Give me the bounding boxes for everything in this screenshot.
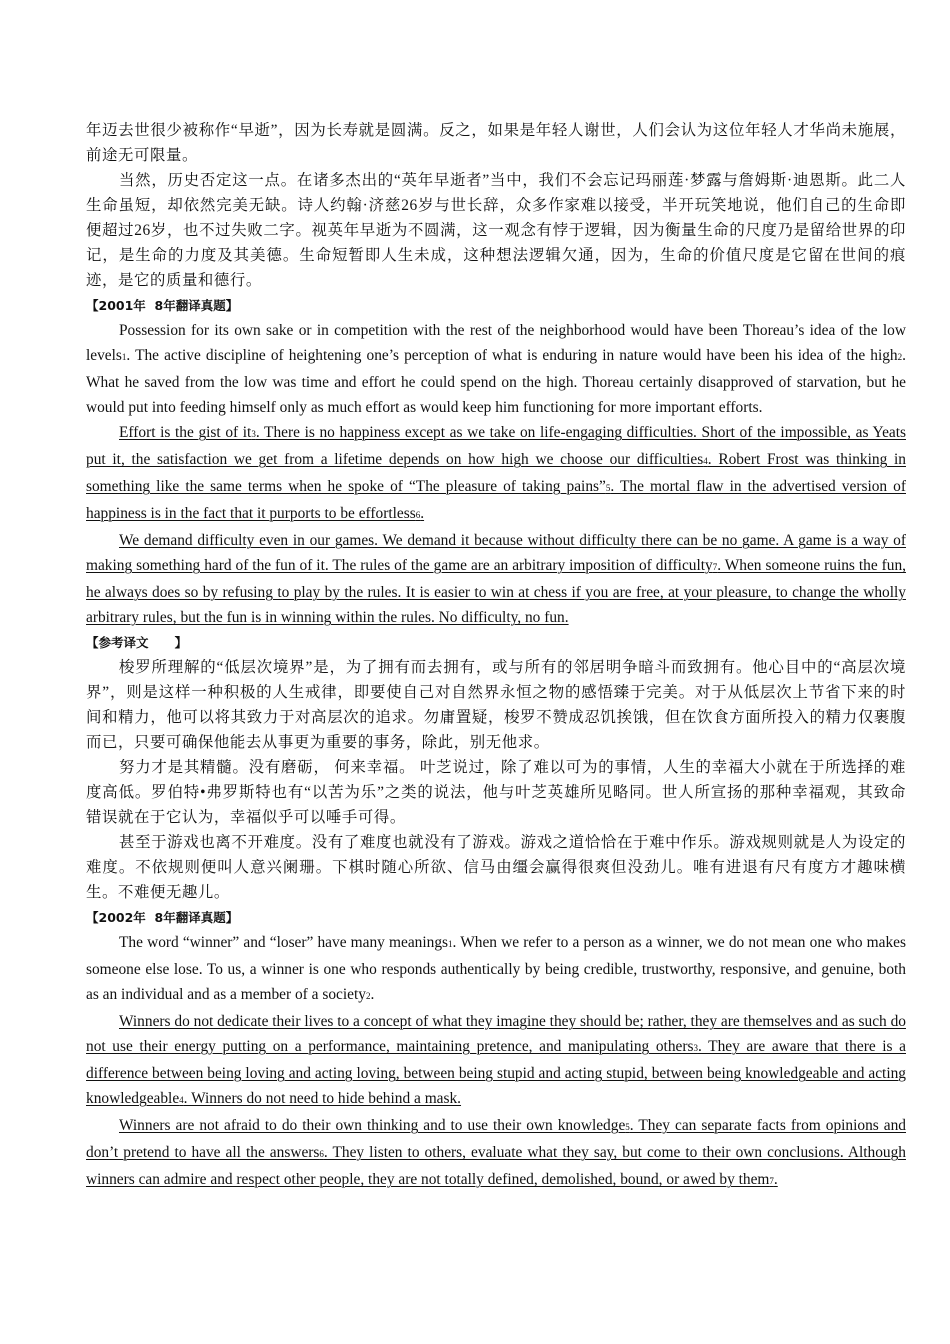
paragraph-zh-translation-2: 努力才是其精髓。没有磨砺， 何来幸福。 叶芝说过，除了难以可为的事情，人生的幸福大小就在于所选择的难度高低。罗伯特•弗罗斯特也有“以苦为乐”之类的说法，他与叶芝英雄所见略同。世人所宣扬的那种幸福观，其致命错误就在于它认为，幸福似乎可以唾手可得。 (86, 759, 906, 826)
text-segment: . When we refer to a person as a winner, we do not mean one who makes someone else lose. To us, a winner is one who responds authentically by being credible, trustworthy, responsive, and genuine, both as an individual and as a member of a society (86, 934, 906, 1003)
underlined-segment: . When someone ruins the fun, he always does so by refusing to play by the rules. It is easier to win at chess if you are free, at your pleasure, to change the wholly arbitrary rules, but the fun is in winning within the rules. No difficulty, no fun. (86, 557, 906, 626)
paragraph-en-winners-thinking (86, 1113, 906, 1194)
document-page (86, 118, 906, 1194)
text-segment: . The active discipline of heightening one’s perception of what is enduring in nature would have been his idea of the high (126, 347, 898, 364)
footnote-marker: 3 (693, 1043, 698, 1053)
underlined-segment: . (420, 505, 425, 522)
footnote-marker: 2 (897, 352, 903, 362)
footnote-marker: 6 (319, 1149, 324, 1159)
underlined-segment: . They can separate facts from opinions and don’t pretend to have all the answers (86, 1117, 906, 1161)
text-segment: Possession for its own sake or in competition with the rest of the neighborhood would have been Thoreau’s idea of the low levels (86, 322, 906, 364)
underlined-segment: . They are aware that there is a difference between being loving and acting loving, between being stupid and acting stupid, between being knowledgeable and acting knowledgeable (86, 1038, 906, 1107)
underlined-segment: Effort is the gist of it (119, 424, 252, 441)
underlined-segment: . There is no happiness except as we take on life-engaging difficulties. Short of the impossible, as Yeats put it, the satisfaction we get from a lifetime depends on how high we choose our difficulties (86, 424, 906, 468)
section-header-2002: 【2002年 8年翻译真题】 (86, 910, 239, 925)
footnote-marker: 6 (415, 510, 421, 520)
section-header-2001: 【2001年 8年翻译真题】 (86, 298, 239, 313)
underlined-segment: . Winners do not need to hide behind a mask. (183, 1090, 462, 1107)
footnote-marker: 4 (703, 456, 708, 466)
text-segment: The word “winner” and “loser” have many meanings (119, 934, 449, 951)
underlined-segment: We demand difficulty even in our games. We demand it because without difficulty there can be no game. A game is a way of making something hard of the fun of it. The rules of the game are an arbitrary imposition of difficulty (86, 532, 906, 574)
text-segment: . What he saved from the low was time and effort he could spend on the high. Thoreau certainly disapproved of starvation, but he would put into feeding himself only as much effort as would keep him functioning for more important efforts. (86, 347, 906, 416)
footnote-marker: 1 (121, 352, 127, 362)
paragraph-en-games (86, 528, 906, 630)
paragraph-zh-history: 当然，历史否定这一点。在诸多杰出的“英年早逝者”当中，我们不会忘记玛丽莲·梦露与詹姆斯·迪恩斯。此二人生命虽短，却依然完美无缺。诗人约翰·济慈26岁与世长辞，众多作家难以接受，半开玩笑地说，他们自己的生命即便超过26岁，也不过失败二字。视英年早逝为不圆满，这一观念有悖于逻辑，因为衡量生命的尺度乃是留给世界的印记，是生命的力度及其美德。生命短暂即人生未成，这种想法逻辑欠通，因为，生命的价值尺度是它留在世间的痕迹，是它的质量和德行。 (86, 172, 906, 289)
underlined-segment: Winners are not afraid to do their own thinking and to use their own knowledge (119, 1117, 626, 1134)
paragraph-zh-translation-3: 甚至于游戏也离不开难度。没有了难度也就没有了游戏。游戏之道恰恰在于难中作乐。游戏规则就是人为设定的难度。不依规则便叫人意兴阑珊。下棋时随心所欲、信马由缰会赢得很爽但没劲儿。唯有进退有尺有度方才趣味横生。不难便无趣儿。 (86, 834, 906, 901)
paragraph-en-effort (86, 420, 906, 528)
underlined-segment: . (773, 1171, 778, 1188)
footnote-marker: 3 (251, 429, 256, 439)
paragraph-zh-intro: 年迈去世很少被称作“早逝”，因为长寿就是圆满。反之，如果是年轻人谢世，人们会认为这位年轻人才华尚未施展，前途无可限量。 (86, 122, 906, 164)
footnote-marker: 5 (625, 1122, 630, 1132)
footnote-marker: 4 (179, 1095, 184, 1105)
underlined-segment: Winners do not dedicate their lives to a concept of what they imagine they should be; rather, they are themselves and as such do not use their energy putting on a performance, maintaining pretence, and manipulating others (86, 1013, 906, 1055)
underlined-segment: . The mortal flaw in the advertised version of happiness is in the fact that it purports to be effortless (86, 478, 906, 522)
paragraph-en-thoreau (86, 318, 906, 420)
paragraph-en-winner-meaning (86, 930, 906, 1009)
underlined-segment: . Robert Frost was thinking in something like the same terms when he spoke of “The pleasure of taking pains” (86, 451, 906, 495)
section-header-reference-translation: 【参考译文 】 (86, 635, 188, 650)
footnote-marker: 7 (712, 562, 718, 572)
footnote-marker: 7 (769, 1176, 774, 1186)
underlined-segment: . They listen to others, evaluate what they say, but come to their own conclusions. Although winners can admire and respect other people, they are not totally defined, demolished, bound, or awed by them (86, 1144, 906, 1188)
footnote-marker: 2 (365, 991, 371, 1001)
paragraph-en-winners-dedicate (86, 1009, 906, 1113)
paragraph-zh-translation-1: 梭罗所理解的“低层次境界”是，为了拥有而去拥有，或与所有的邻居明争暗斗而致拥有。他心目中的“高层次境界”，则是这样一种积极的人生戒律，即要使自己对自然界永恒之物的感悟臻于完美。对于从低层次上节省下来的时间和精力，他可以将其致力于对高层次的追求。勿庸置疑，梭罗不赞成忍饥挨饿，但在饮食方面所投入的精力仅裹腹而已，只要可确保他能去从事更为重要的事务，除此，别无他求。 (86, 659, 906, 751)
text-segment: . (370, 986, 375, 1003)
footnote-marker: 5 (605, 483, 611, 493)
footnote-marker: 1 (448, 939, 453, 949)
